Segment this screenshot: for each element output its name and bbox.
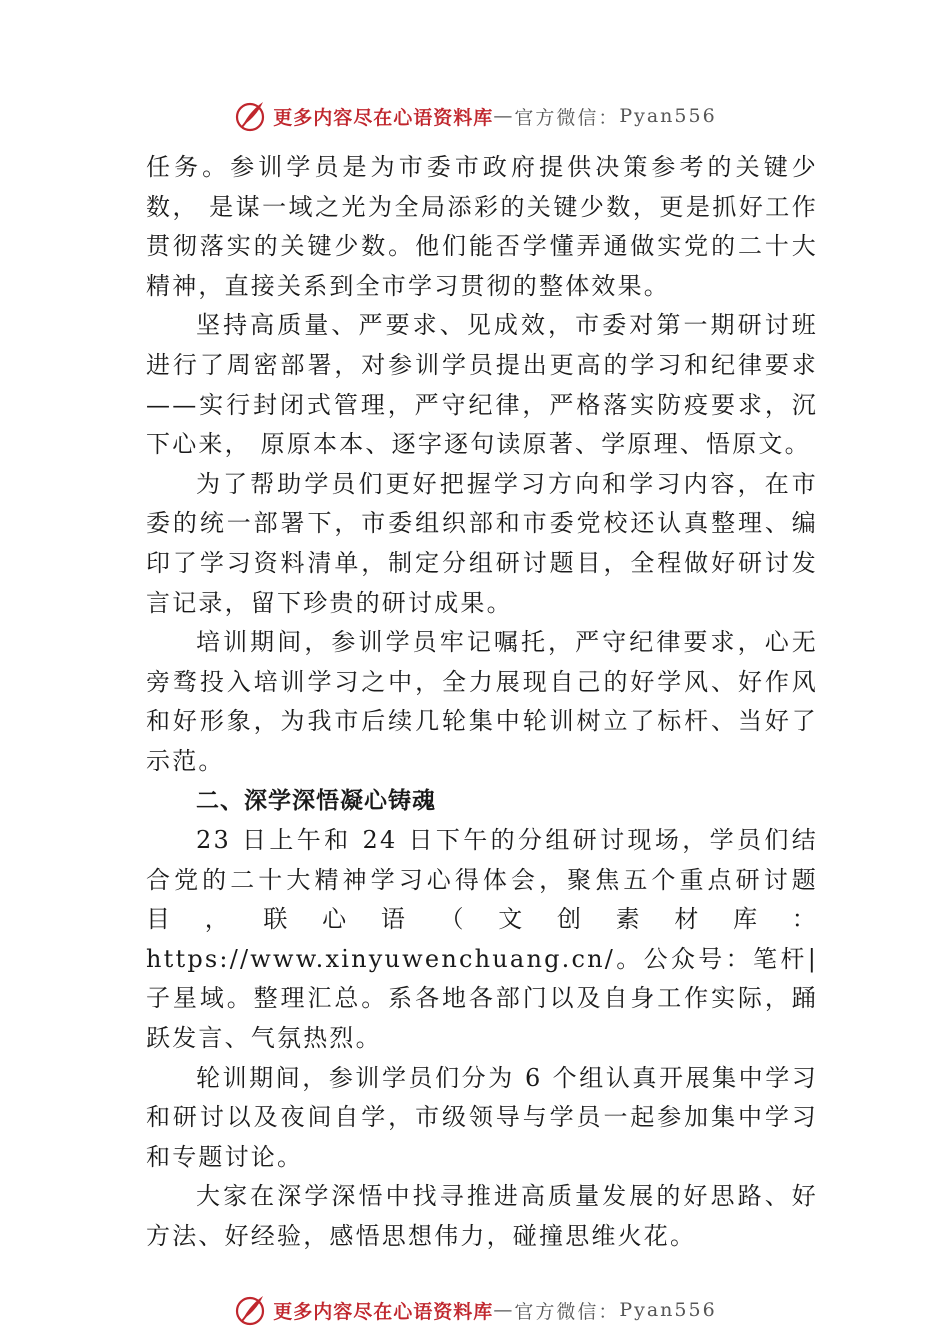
footer-banner <box>0 1290 950 1330</box>
footer-wechat-id: Pyan556 <box>619 1299 717 1321</box>
paragraph-4: 培训期间，参训学员牢记嘱托，严守纪律要求，心无旁骛投入培训学习之中，全力展现自己的好学风、好作风和好形象，为我市后续几轮集中轮训树立了标杆、当好了示范。 <box>146 628 818 775</box>
banner-wechat-id: Pyan556 <box>619 105 717 127</box>
section-heading: 二、深学深悟凝心铸魂 <box>196 787 436 814</box>
footer-separator: — <box>493 1299 515 1321</box>
banner-brand: 更多内容尽在心语资料库 <box>273 106 494 129</box>
footer-wechat-label: 官方微信： <box>514 1300 620 1323</box>
paragraph-5: 23 日上午和 24 日下午的分组研讨现场，学员们结合党的二十大精神学习心得体会，聚焦五个重点研讨题目，联心语（文创素材库：https://www.xinyuwenchuang.cn/。公众号：笔杆|子星域。整理汇总。系各地各部门以及自身工作实际，踊跃发言、气氛热烈。 <box>146 826 818 1053</box>
paragraph-1: 任务。参训学员是为市委市政府提供决策参考的关键少数， 是谋一域之光为全局添彩的关键少数，更是抓好工作贯彻落实的关键少数。他们能否学懂弄通做实党的二十大精神，直接关系到全市学习贯彻的整体效果。 <box>146 153 818 300</box>
header-banner <box>0 96 950 136</box>
banner-wechat-label: 官方微信： <box>514 106 620 129</box>
document-body <box>146 148 818 1257</box>
footer-brand: 更多内容尽在心语资料库 <box>273 1300 494 1323</box>
paragraph-2: 坚持高质量、严要求、见成效，市委对第一期研讨班进行了周密部署，对参训学员提出更高的学习和纪律要求——实行封闭式管理，严守纪律，严格落实防疫要求，沉下心来， 原原本本、逐字逐句读原著、学原理、悟原文。 <box>146 311 818 459</box>
banner-separator: — <box>493 105 515 127</box>
paragraph-7: 大家在深学深悟中找寻推进高质量发展的好思路、好方法、好经验，感悟思想伟力，碰撞思维火花。 <box>146 1182 818 1251</box>
paragraph-6: 轮训期间，参训学员们分为 6 个组认真开展集中学习和研讨以及夜间自学，市级领导与学员一起参加集中学习和专题讨论。 <box>146 1063 818 1171</box>
paragraph-3: 为了帮助学员们更好把握学习方向和学习内容，在市委的统一部署下，市委组织部和市委党校还认真整理、编印了学习资料清单，制定分组研讨题目，全程做好研讨发言记录，留下珍贵的研讨成果。 <box>146 469 818 617</box>
quill-logo-icon <box>233 1293 267 1327</box>
quill-logo-icon <box>233 99 267 133</box>
